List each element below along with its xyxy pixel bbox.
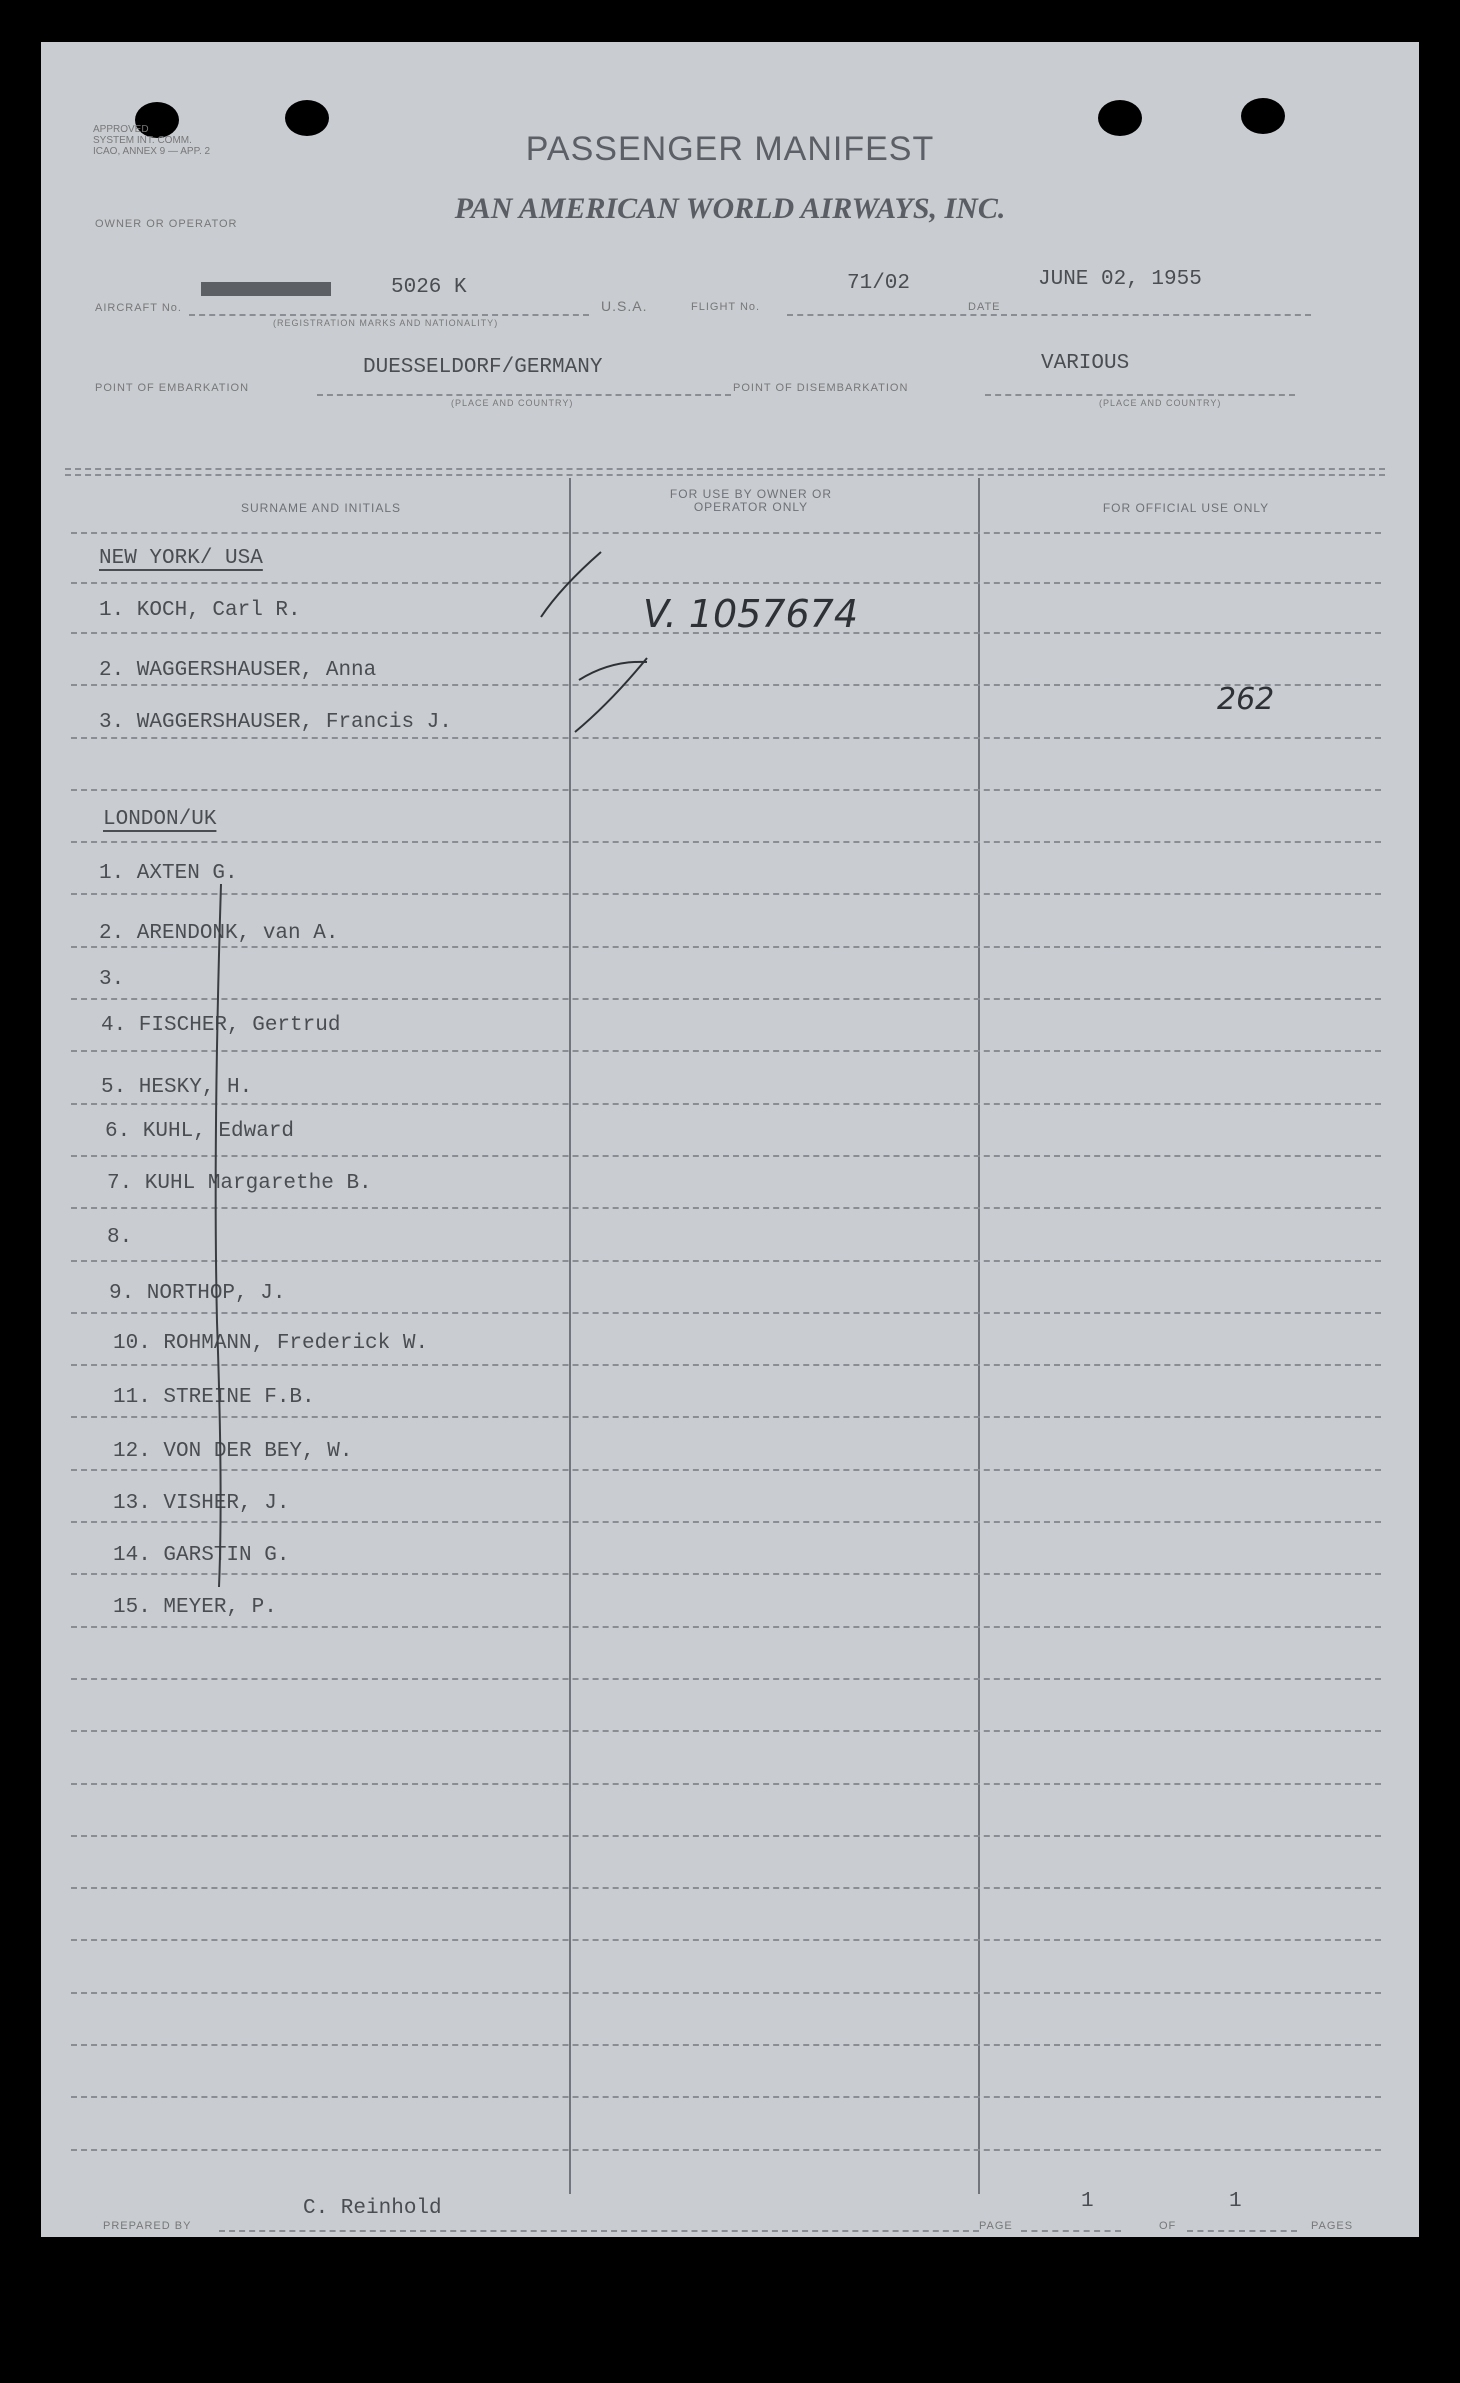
- passenger-entry: 8.: [107, 1226, 133, 1249]
- passenger-entry: 10. ROHMANN, Frederick W.: [113, 1332, 429, 1355]
- embarkation-label: POINT OF EMBARKATION: [95, 382, 250, 394]
- column-header-official: FOR OFFICIAL USE ONLY: [1102, 501, 1270, 515]
- page-title: PASSENGER MANIFEST: [525, 130, 935, 168]
- aircraft-label: AIRCRAFT No.: [95, 302, 182, 314]
- date-value: JUNE 02, 1955: [1038, 268, 1202, 291]
- manifest-sheet: [41, 42, 1419, 2237]
- handwritten-marks: [41, 42, 1419, 2237]
- column-header-operator: FOR USE BY OWNER OR OPERATOR ONLY: [669, 487, 833, 514]
- passenger-entry: 6. KUHL, Edward: [105, 1120, 295, 1143]
- passenger-entry: 3.: [99, 968, 125, 991]
- flight-label: FLIGHT No.: [691, 301, 761, 313]
- group-destination: LONDON/UK: [103, 808, 217, 831]
- passenger-entry: 5. HESKY, H.: [101, 1076, 253, 1099]
- prepared-value: C. Reinhold: [303, 2197, 442, 2220]
- flight-value: 71/02: [847, 272, 911, 295]
- passenger-entry: 2. WAGGERSHAUSER, Anna: [99, 659, 377, 682]
- passenger-entry: 12. VON DER BEY, W.: [113, 1440, 353, 1463]
- passenger-entry: 13. VISHER, J.: [113, 1492, 290, 1515]
- passenger-entry: 3. WAGGERSHAUSER, Francis J.: [99, 711, 452, 734]
- embarkation-value: DUESSELDORF/GERMANY: [363, 356, 603, 379]
- check-mark: [541, 552, 601, 617]
- handwritten-operator-note: V. 1057674: [643, 592, 859, 636]
- pages-label: PAGES: [1311, 2220, 1354, 2232]
- prepared-line: [219, 2230, 979, 2232]
- passenger-entry: 14. GARSTIN G.: [113, 1544, 290, 1567]
- column-header-surname: SURNAME AND INITIALS: [240, 501, 402, 515]
- disembarkation-value: VARIOUS: [1041, 352, 1130, 375]
- aircraft-value: 5026 K: [391, 276, 467, 299]
- page-line: [1021, 2230, 1121, 2232]
- check-mark: [575, 658, 647, 732]
- passenger-entry: 4. FISCHER, Gertrud: [101, 1014, 341, 1037]
- prepared-label: PREPARED BY: [103, 2220, 192, 2232]
- of-label: OF: [1159, 2220, 1177, 2232]
- pages-line: [1187, 2230, 1297, 2232]
- place-caption-2: (PLACE AND COUNTRY): [1099, 398, 1222, 408]
- bracket-line: [216, 884, 221, 1587]
- passenger-entry: 11. STREINE F.B.: [113, 1386, 315, 1409]
- passenger-entry: 1. AXTEN G.: [99, 862, 238, 885]
- pages-value: 1: [1229, 2190, 1242, 2213]
- approval-line: APPROVED: [93, 124, 149, 135]
- airline-name: PAN AMERICAN WORLD AIRWAYS, INC.: [454, 192, 1006, 225]
- group-destination: NEW YORK/ USA: [99, 547, 263, 570]
- page-value: 1: [1081, 2190, 1094, 2213]
- place-caption: (PLACE AND COUNTRY): [451, 398, 574, 408]
- passenger-entry: 1. KOCH, Carl R.: [99, 599, 301, 622]
- approval-line: SYSTEM INT. COMM.: [93, 135, 192, 146]
- handwritten-official-note: 262: [1217, 682, 1275, 717]
- passenger-entry: 15. MEYER, P.: [113, 1596, 277, 1619]
- date-label: DATE: [968, 301, 1001, 313]
- disembarkation-label: POINT OF DISEMBARKATION: [733, 382, 909, 394]
- page-label: PAGE: [979, 2220, 1013, 2232]
- passenger-entry: 7. KUHL Margarethe B.: [107, 1172, 372, 1195]
- nationality: U.S.A.: [601, 298, 648, 314]
- registration-caption: (REGISTRATION MARKS AND NATIONALITY): [273, 318, 499, 328]
- passenger-entry: 9. NORTHOP, J.: [109, 1282, 286, 1305]
- approval-line: ICAO, ANNEX 9 — APP. 2: [93, 146, 211, 157]
- owner-label: OWNER OR OPERATOR: [95, 218, 238, 230]
- passenger-entry: 2. ARENDONK, van A.: [99, 922, 339, 945]
